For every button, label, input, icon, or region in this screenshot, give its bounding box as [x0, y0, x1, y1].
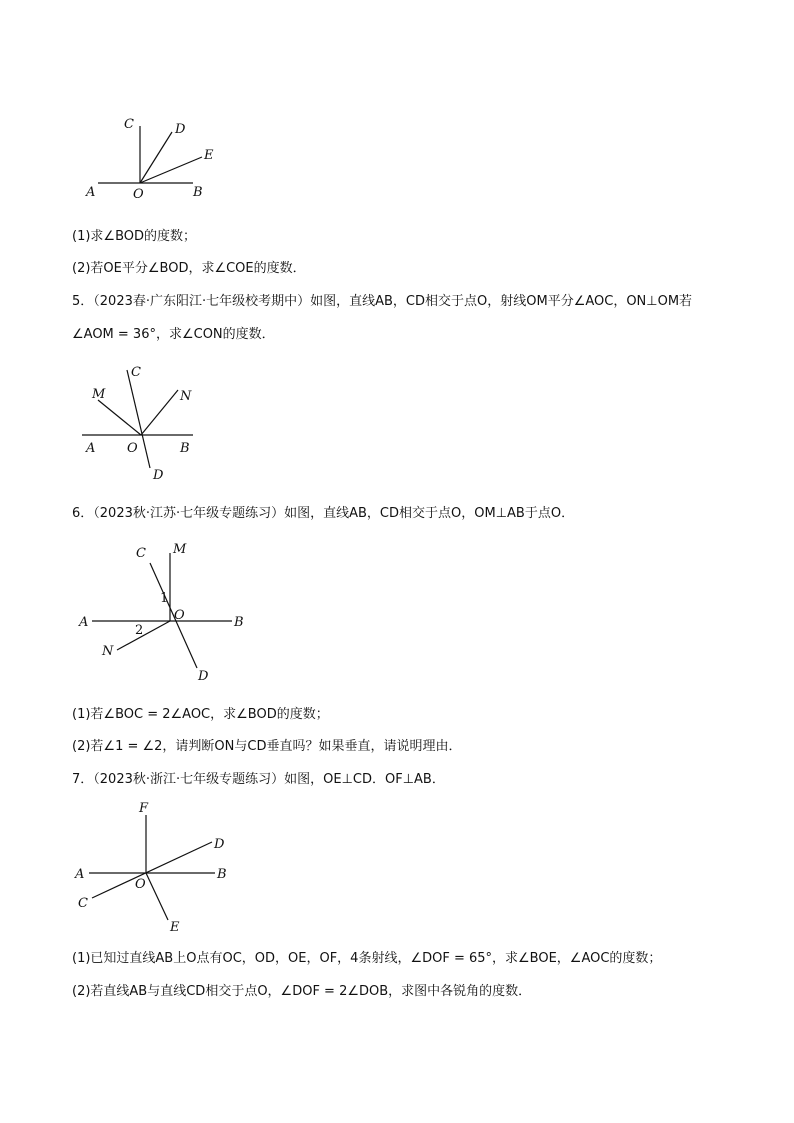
- label-D: D: [175, 122, 186, 137]
- label-B: B: [180, 441, 190, 456]
- q7-part2: (2)若直线AB与直线CD相交于点O，∠DOF = 2∠DOB，求图中各锐角的度数．: [72, 984, 532, 999]
- label-C: C: [78, 896, 88, 911]
- label-A: A: [79, 615, 89, 630]
- label-D: D: [153, 468, 164, 483]
- q6-intro: 6．（2023秋·江苏·七年级专题练习）如图，直线AB，CD相交于点O，OM⊥AB于点O．: [72, 506, 575, 521]
- q4-part2: (2)若OE平分∠BOD，求∠COE的度数．: [72, 261, 306, 276]
- label-O: O: [174, 608, 185, 623]
- q6-part1: (1)若∠BOC = 2∠AOC，求∠BOD的度数；: [72, 707, 329, 722]
- label-B: B: [193, 185, 203, 200]
- q5-text-line1: 5．（2023春·广东阳江·七年级校考期中）如图，直线AB，CD相交于点O，射线OM平分∠AOC，ON⊥OM若: [72, 294, 693, 309]
- label-E: E: [204, 148, 214, 163]
- line-CD: [92, 842, 212, 898]
- q6-part2: (2)若∠1 = ∠2，请判断ON与CD垂直吗？如果垂直，请说明理由．: [72, 739, 462, 754]
- label-N: N: [102, 644, 114, 659]
- q7-intro: 7．（2023秋·浙江·七年级专题练习）如图，OE⊥CD．OF⊥AB．: [72, 772, 445, 787]
- angle-1-label: 1: [160, 591, 169, 606]
- label-C: C: [136, 546, 146, 561]
- label-A: A: [86, 441, 96, 456]
- label-A: A: [86, 185, 96, 200]
- label-M: M: [92, 387, 106, 402]
- label-B: B: [217, 867, 227, 882]
- label-A: A: [75, 867, 85, 882]
- label-B: B: [234, 615, 244, 630]
- label-C: C: [124, 117, 134, 132]
- label-M: M: [173, 542, 187, 557]
- ray-OE: [146, 873, 168, 920]
- label-N: N: [180, 389, 192, 404]
- label-O: O: [127, 441, 138, 456]
- q7-part1: (1)已知过直线AB上O点有OC，OD，OE，OF，4条射线，∠DOF = 65°，求∠BOE，∠AOC的度数；: [72, 951, 662, 966]
- label-O: O: [135, 877, 146, 892]
- label-D: D: [214, 837, 225, 852]
- label-E: E: [170, 920, 180, 935]
- label-D: D: [198, 669, 209, 684]
- angle-2-label: 2: [135, 623, 144, 638]
- q4-part1: (1)求∠BOD的度数；: [72, 229, 197, 244]
- label-C: C: [131, 365, 141, 380]
- label-F: F: [139, 801, 149, 816]
- q5-text-line2: ∠AOM = 36°，求∠CON的度数．: [72, 327, 275, 342]
- label-O: O: [133, 187, 144, 202]
